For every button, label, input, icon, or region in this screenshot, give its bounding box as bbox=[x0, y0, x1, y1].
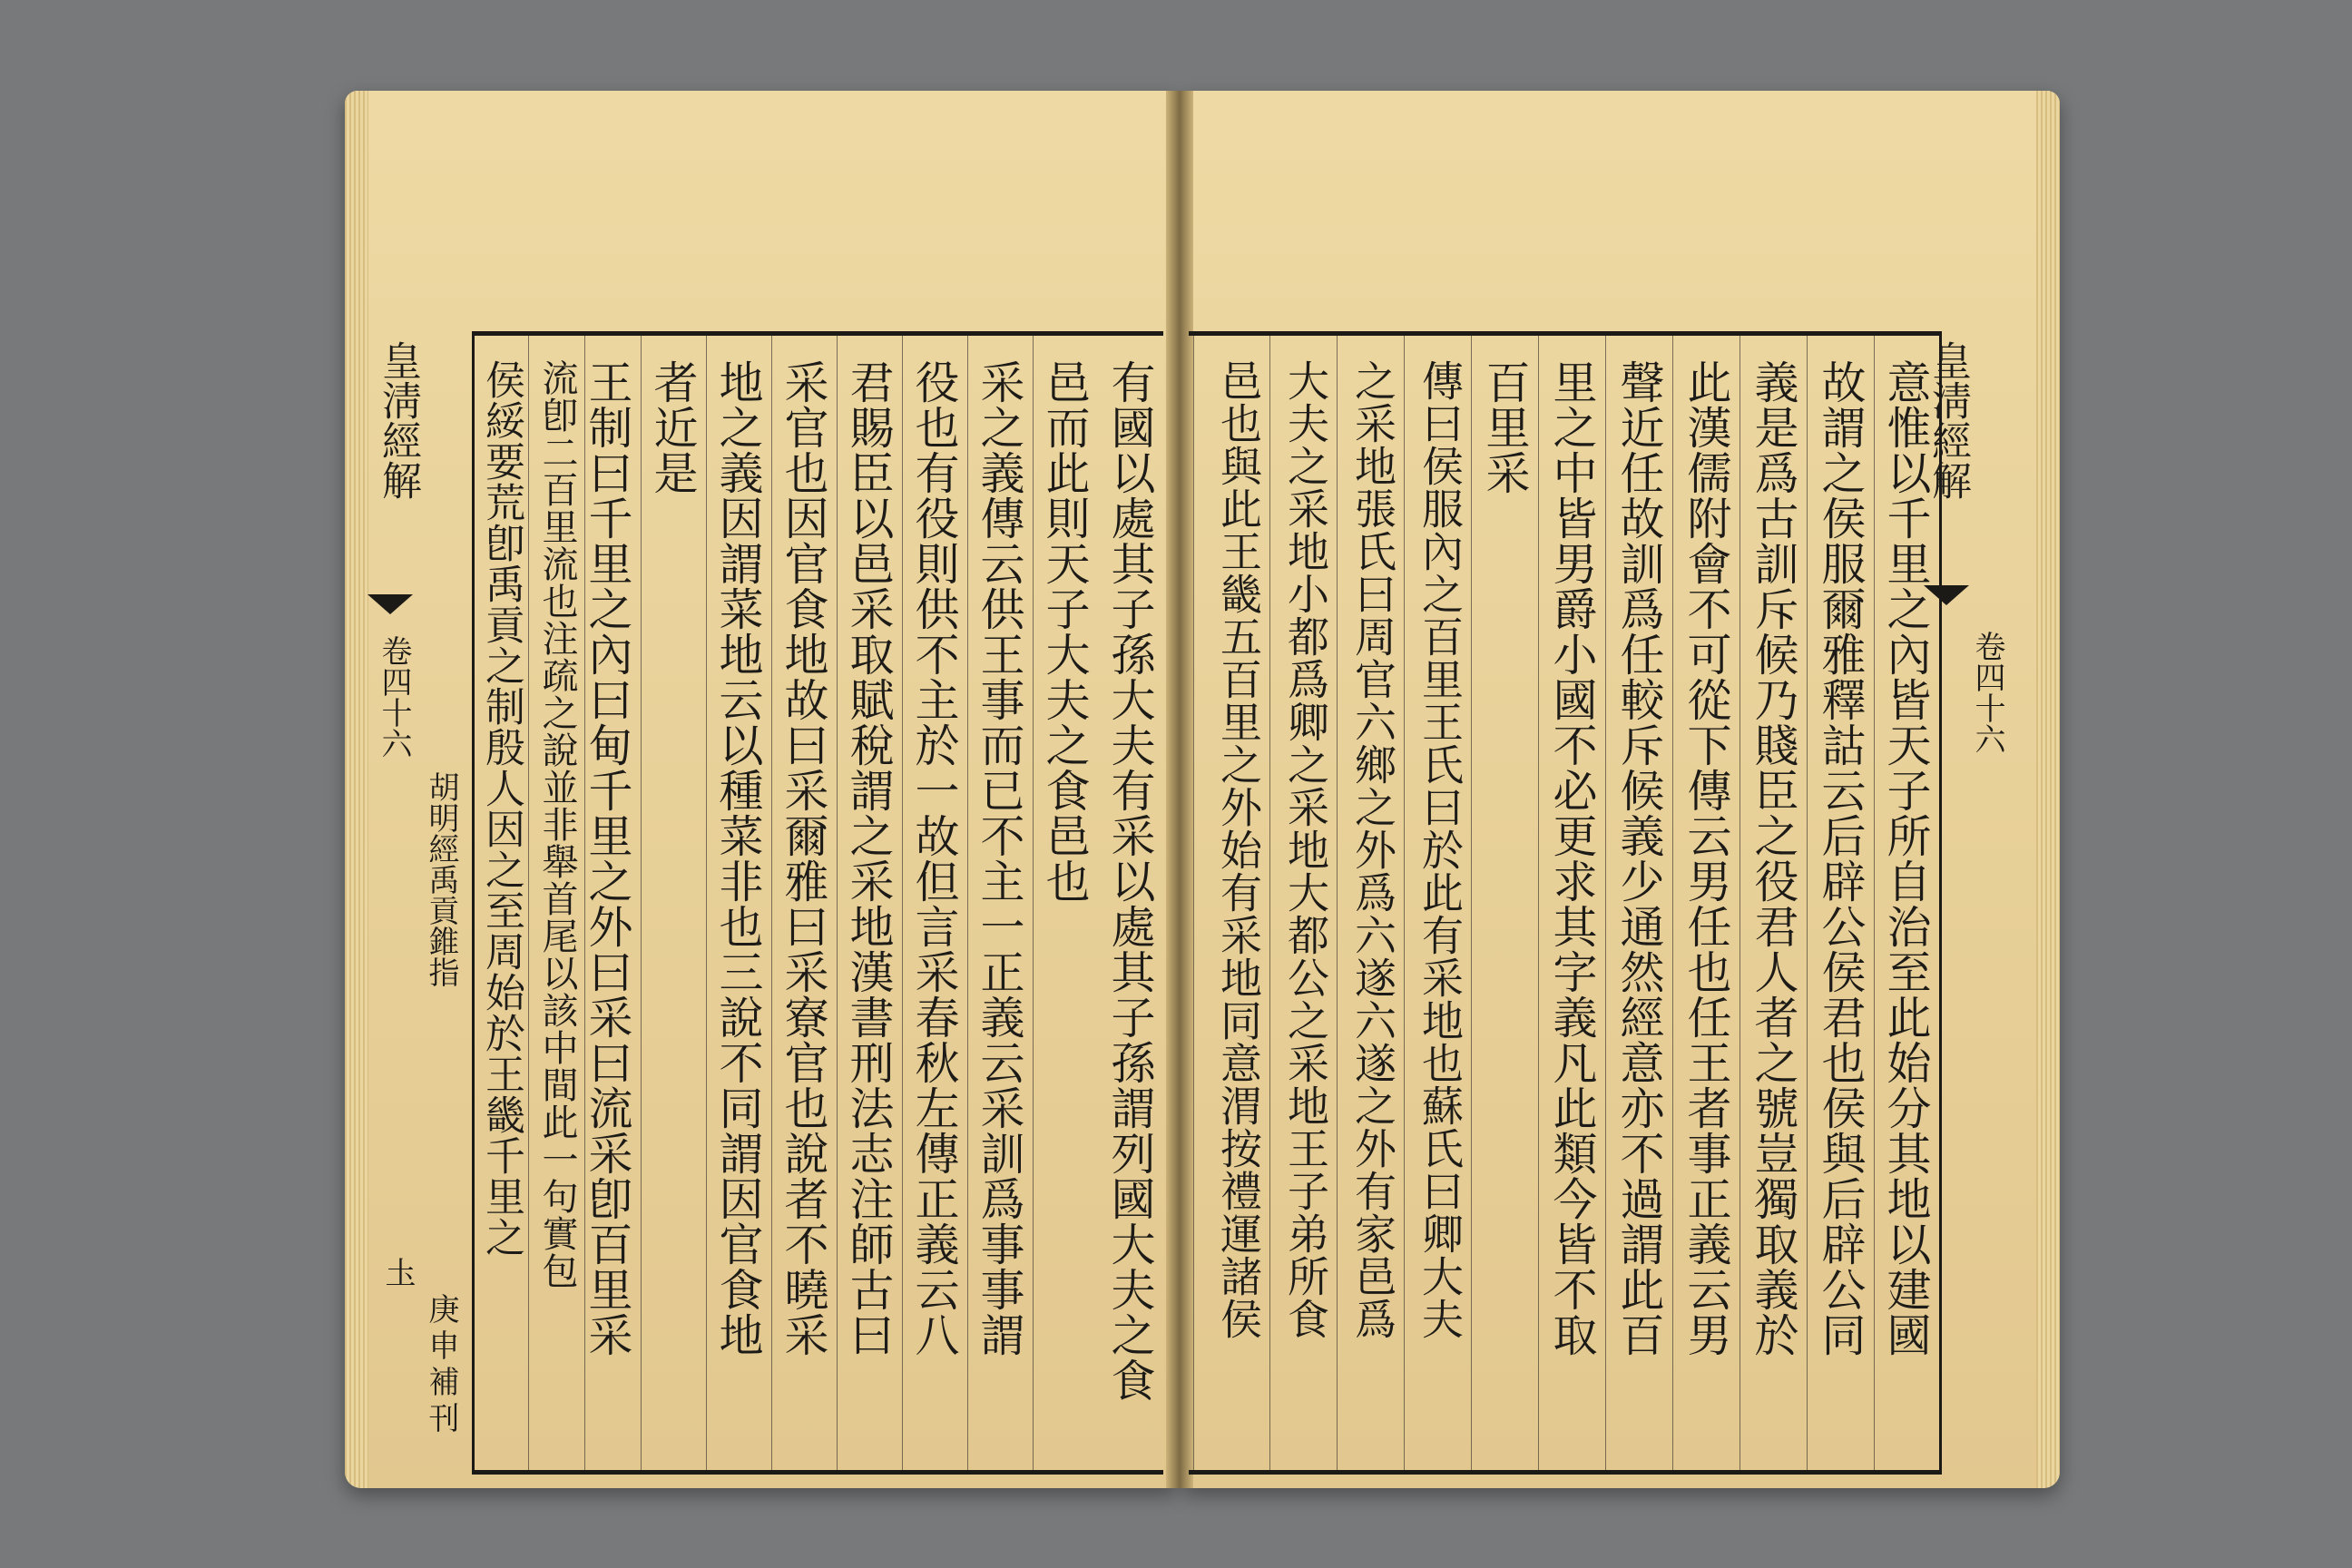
open-book bbox=[327, 91, 2078, 1488]
right-col-9: 之采地張氏曰周官六鄉之外爲六遂六遂之外有家邑爲 bbox=[1337, 336, 1404, 1470]
left-text-frame bbox=[472, 331, 1163, 1475]
right-col-7: 百里采 bbox=[1471, 336, 1538, 1470]
left-banxin bbox=[363, 331, 459, 1475]
right-col-8: 傳曰侯服內之百里王氏曰於此有采地也蘇氏曰卿大夫 bbox=[1404, 336, 1471, 1470]
left-col-4: 役也有役則供不主於一故但言采春秋左傳正義云八 bbox=[902, 336, 967, 1470]
right-banxin-title: 皇淸經解 bbox=[1925, 340, 1971, 500]
left-col-6: 采官也因官食地故曰采爾雅曰采寮官也說者不曉采 bbox=[771, 336, 837, 1470]
left-col-3: 采之義傳云供王事而已不主一正義云采訓爲事事謂 bbox=[967, 336, 1033, 1470]
right-col-11: 邑也與此王畿五百里之外始有采地同意渭按禮運諸侯 bbox=[1193, 336, 1269, 1470]
left-col-5: 君賜臣以邑采取賦稅謂之采地漢書刑法志注師古曰 bbox=[837, 336, 902, 1470]
right-text-frame bbox=[1189, 331, 1942, 1475]
right-col-1: 意惟以千里之內皆天子所自治至此始分其地以建國 bbox=[1874, 336, 1939, 1470]
fish-tail-mark bbox=[368, 594, 413, 614]
right-col-4: 此漢儒附會不可從下傳云男任也任王者事正義云男 bbox=[1672, 336, 1740, 1470]
left-banxin-folio: 圡 bbox=[379, 1257, 416, 1288]
left-col-1: 有國以處其子孫大夫有采以處其子孫謂列國大夫之食 bbox=[1104, 359, 1156, 1403]
left-columns bbox=[475, 336, 1163, 1470]
left-col-2: 邑而此則天子大夫之食邑也 bbox=[1033, 336, 1098, 1470]
left-col-7: 地之義因謂菜地云以種菜非也三說不同謂因官食地 bbox=[706, 336, 771, 1470]
right-col-5: 聲近任故訓爲任較斥候義少通然經意亦不過謂此百 bbox=[1605, 336, 1672, 1470]
left-banxin-volume: 卷四十六 bbox=[376, 635, 412, 759]
left-col-9: 王制曰千里之內曰甸千里之外曰采曰流采卽百里采 bbox=[584, 336, 641, 1470]
right-col-2: 故謂之侯服爾雅釋詁云后辟公侯君也侯與后辟公同 bbox=[1807, 336, 1874, 1470]
right-col-3: 義是爲古訓斥候乃賤臣之役君人者之號豈獨取義於 bbox=[1740, 336, 1807, 1470]
left-banxin-source: 胡明經禹貢錐指 bbox=[423, 771, 459, 987]
right-banxin bbox=[1925, 331, 2014, 1475]
right-col-10: 大夫之采地小都爲卿之采地大都公之采地王子弟所食 bbox=[1269, 336, 1337, 1470]
left-banxin-title: 皇淸經解 bbox=[375, 340, 421, 500]
right-columns bbox=[1189, 336, 1939, 1470]
right-col-6: 里之中皆男爵小國不必更求其字義凡此類今皆不取 bbox=[1538, 336, 1605, 1470]
right-banxin-volume: 卷四十六 bbox=[1969, 631, 2005, 754]
left-col-11: 侯綏要荒卽禹貢之制殷人因之至周始於王畿千里之 bbox=[472, 336, 528, 1470]
left-banxin-note: 庚申補刊 bbox=[423, 1293, 459, 1438]
left-col-10: 流卽二百里流也注疏之說並非舉首尾以該中間此一句實包 bbox=[528, 336, 584, 1470]
left-col-8: 者近是 bbox=[641, 336, 706, 1470]
